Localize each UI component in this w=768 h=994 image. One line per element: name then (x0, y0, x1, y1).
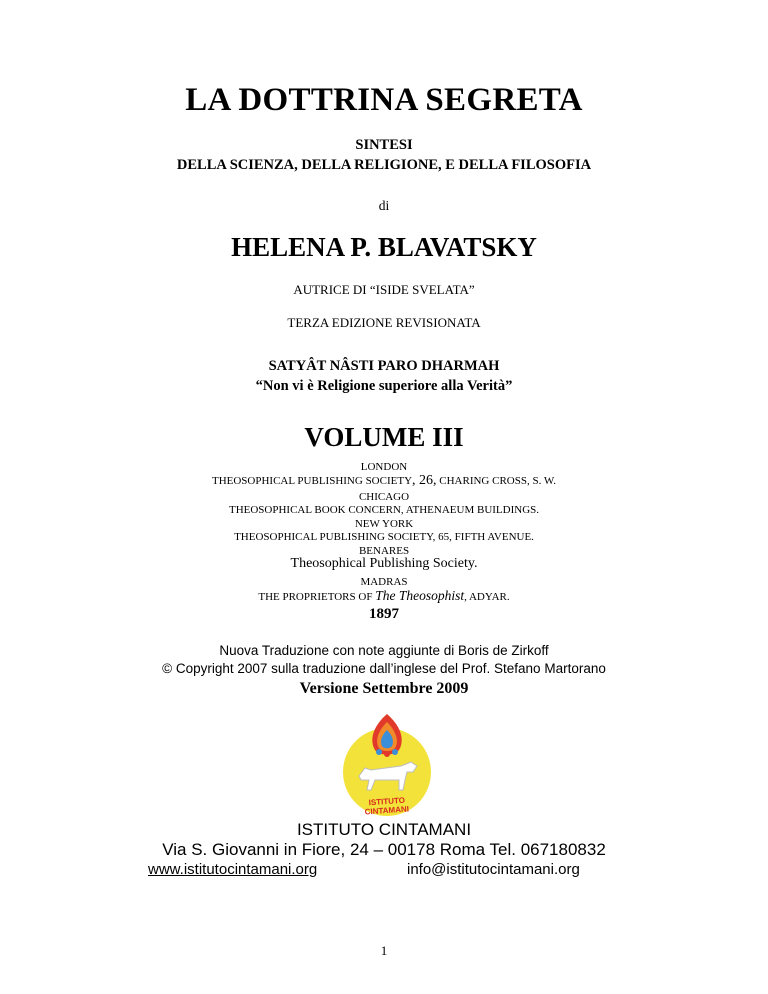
logo-emblem-icon (339, 710, 435, 818)
institute-address: Via S. Giovanni in Fiore, 24 – 00178 Roma Tel. 067180832 (162, 840, 606, 859)
publisher-line-benares: Theosophical Publishing Society. (290, 556, 478, 571)
website-link[interactable]: www.istitutocintamani.org (148, 861, 318, 878)
page-number: 1 (380, 943, 388, 958)
motto: SATYÂT NÂSTI PARO DHARMAH (268, 358, 500, 374)
volume-label: VOLUME III (304, 422, 464, 452)
motto-translation: “Non vi è Religione superiore alla Verità” (255, 378, 513, 394)
version-label: Versione Settembre 2009 (299, 680, 469, 697)
author-name: HELENA P. BLAVATSKY (231, 232, 537, 262)
book-title: LA DOTTRINA SEGRETA (185, 82, 583, 118)
publisher-city-london: LONDON (360, 461, 408, 473)
publisher-city-madras: MADRAS (360, 576, 408, 588)
subtitle-description: DELLA SCIENZA, DELLA RELIGIONE, E DELLA FILOSOFIA (176, 157, 592, 173)
publisher-line-chicago: THEOSOPHICAL BOOK CONCERN, ATHENAEUM BUILDINGS. (228, 504, 540, 516)
copyright-note: © Copyright 2007 sulla traduzione dall’inglese del Prof. Stefano Martorano (162, 661, 606, 676)
publisher-city-chicago: CHICAGO (358, 491, 410, 503)
subtitle-sintesi: SINTESI (355, 137, 413, 153)
svg-text:ISTITUTO: ISTITUTO (368, 795, 406, 808)
author-note: AUTRICE DI “ISIDE SVELATA” (293, 282, 475, 297)
by-label: di (378, 198, 390, 213)
publisher-line-london: THEOSOPHICAL PUBLISHING SOCIETY, 26, CHARING CROSS, S. W. (211, 473, 557, 488)
publisher-line-newyork: THEOSOPHICAL PUBLISHING SOCIETY, 65, FIFTH AVENUE. (234, 531, 534, 543)
institute-name: ISTITUTO CINTAMANI (296, 820, 472, 839)
publication-year: 1897 (369, 606, 399, 622)
istituto-cintamani-logo (339, 710, 435, 818)
svg-text:CINTAMANI: CINTAMANI (364, 804, 410, 817)
publisher-line-madras: THE PROPRIETORS OF The Theosophist, ADYAR. (258, 588, 510, 603)
publisher-city-benares: BENARES (358, 545, 410, 557)
translation-note: Nuova Traduzione con note aggiunte di Boris de Zirkoff (219, 643, 549, 658)
email-address[interactable]: info@istitutocintamani.org (407, 861, 580, 878)
edition-label: TERZA EDIZIONE REVISIONATA (287, 315, 481, 330)
publisher-city-newyork: NEW YORK (354, 518, 414, 530)
